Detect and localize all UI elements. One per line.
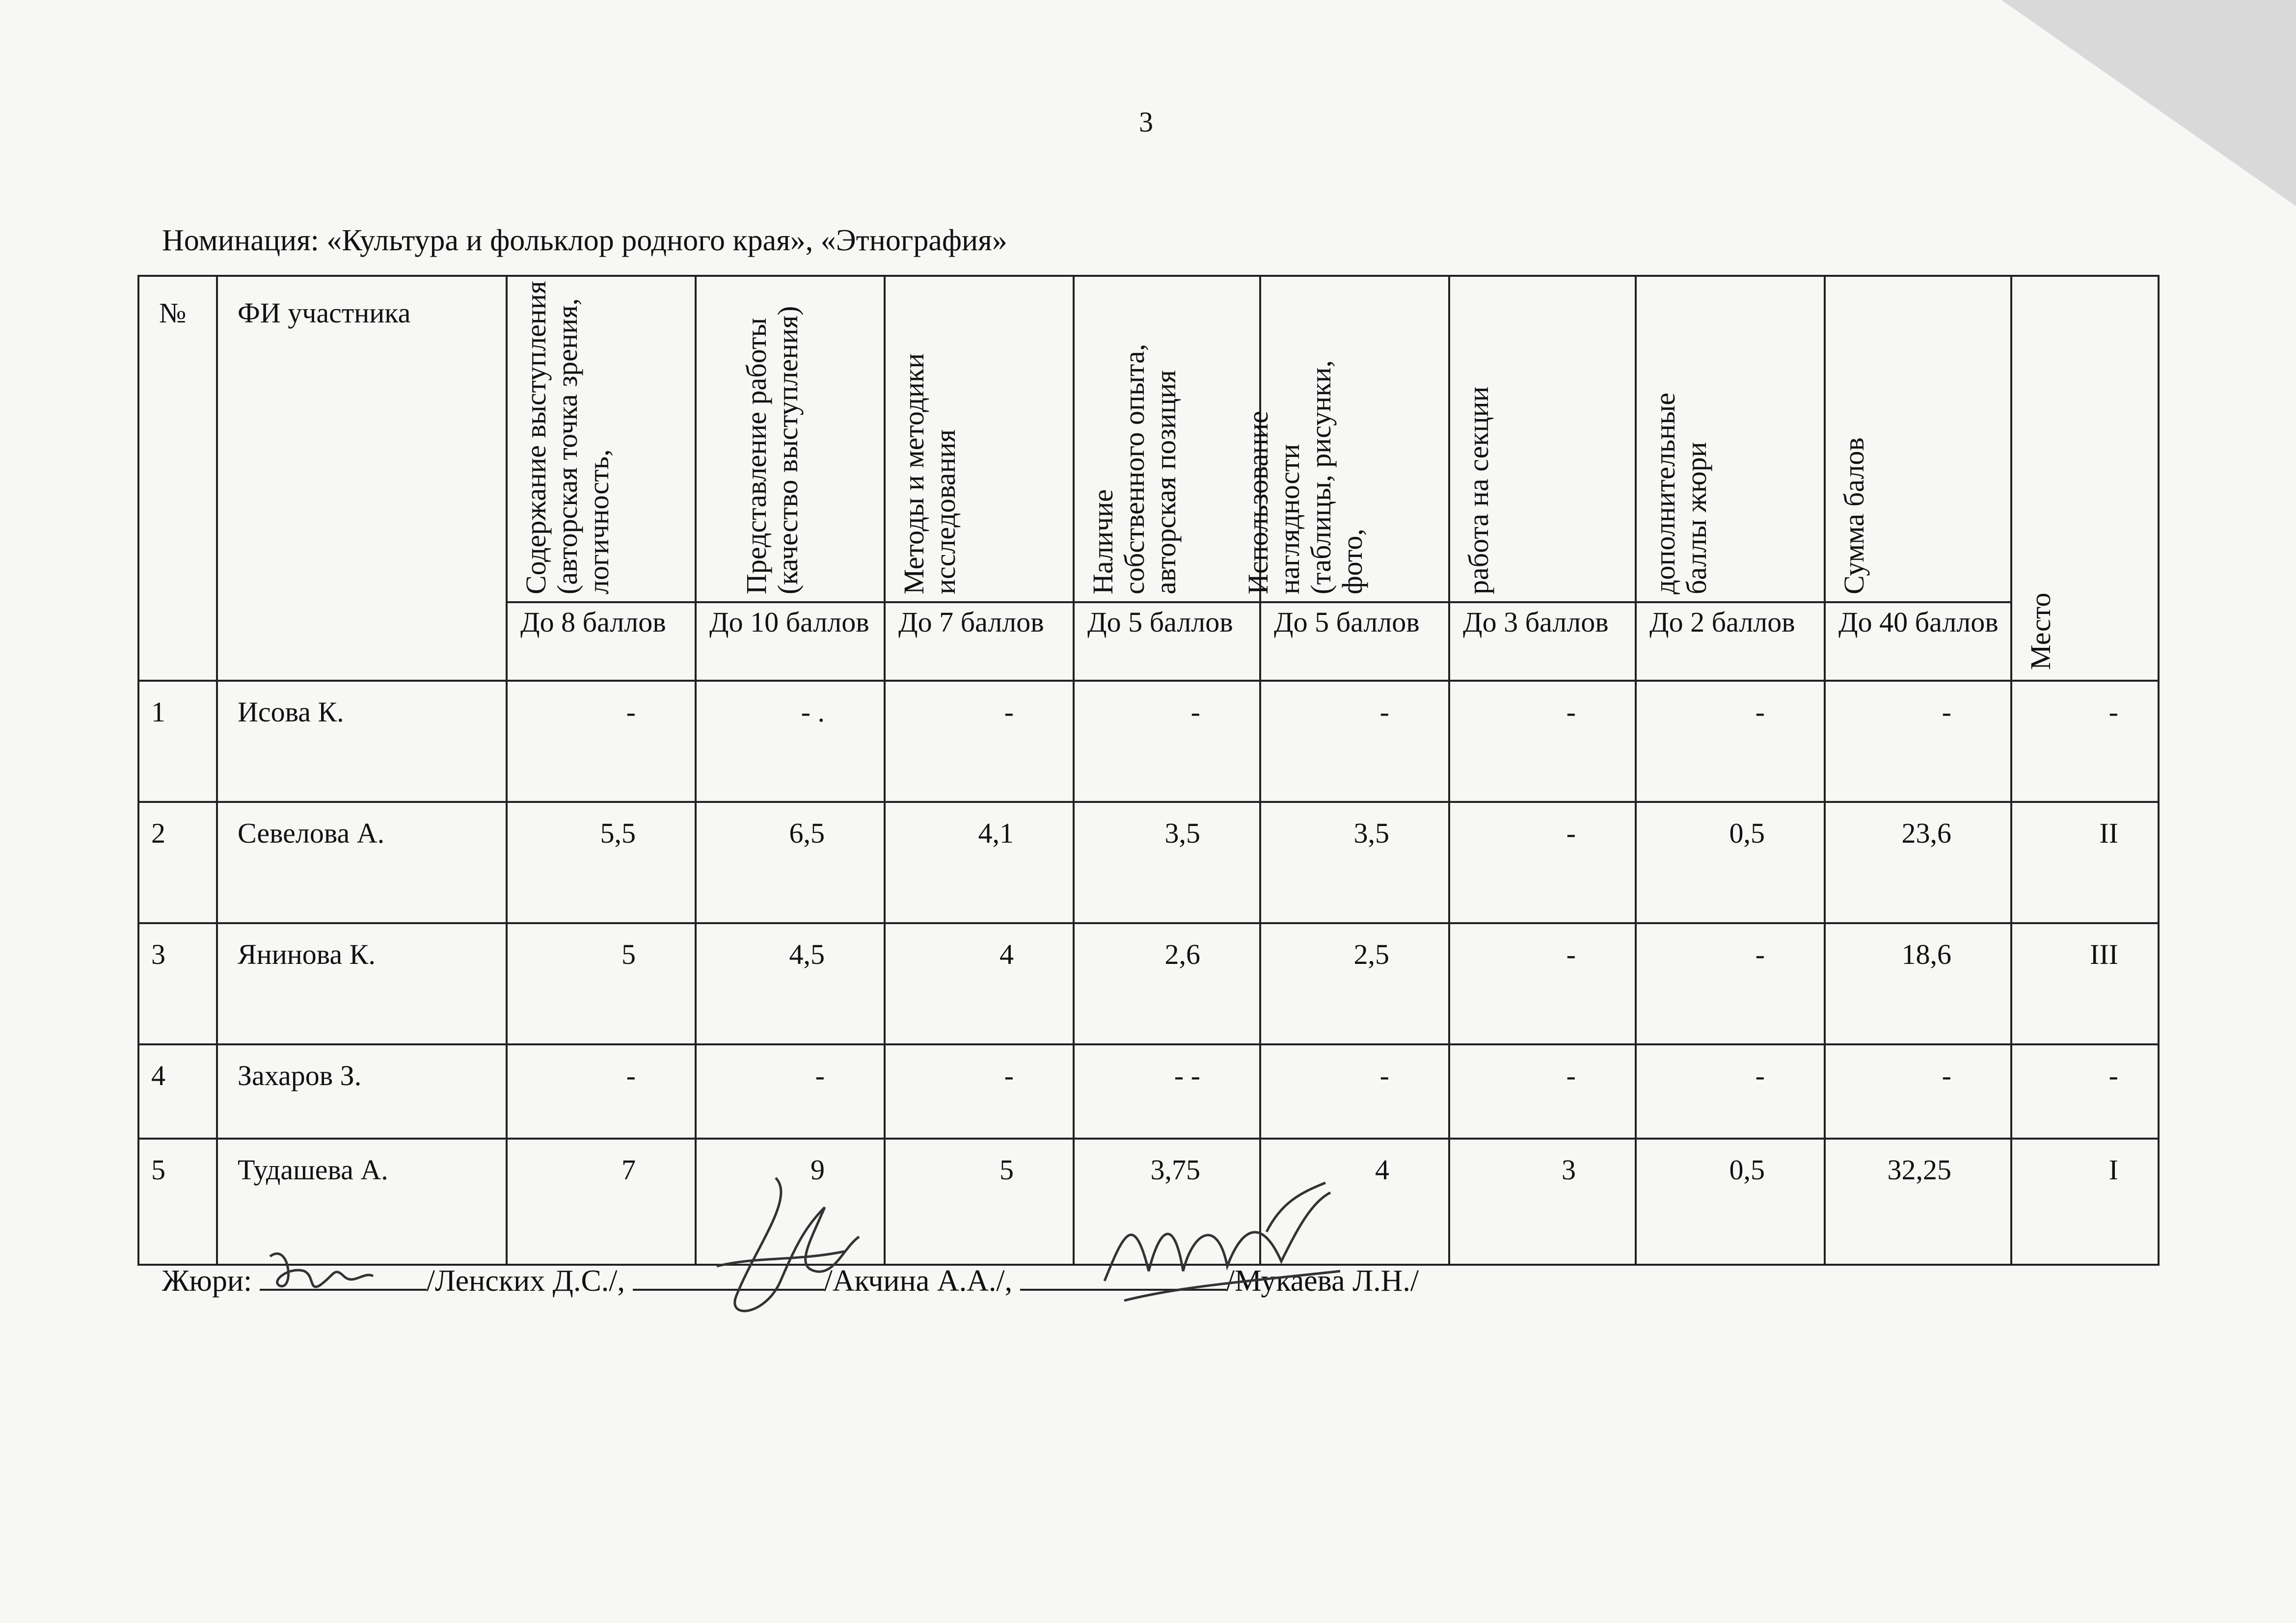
- scan-shadow-corner: [2001, 0, 2296, 206]
- table-row: [138, 923, 2159, 1044]
- score-cell: - .: [696, 681, 885, 802]
- score-cell: -: [1260, 681, 1449, 802]
- score-cell: 4,1: [885, 802, 1074, 923]
- score-cell: 2,5: [1260, 923, 1449, 1044]
- score-cell: -: [1260, 1044, 1449, 1139]
- participant-name: Янинова К.: [217, 923, 507, 1044]
- header-criterion-presentation: Представление работы (качество выступления): [696, 276, 885, 602]
- header-criterion-jury-bonus: дополнительные баллы жюри: [1636, 276, 1825, 602]
- jury-label: Жюри:: [162, 1264, 252, 1298]
- score-cell: 0,5: [1636, 1139, 1825, 1265]
- score-cell: -: [1636, 923, 1825, 1044]
- participant-name: Тудашева А.: [217, 1139, 507, 1265]
- header-place: Место: [2011, 276, 2159, 681]
- score-cell: 7: [507, 1139, 696, 1265]
- score-cell: -: [1074, 681, 1260, 802]
- total-cell: 32,25: [1825, 1139, 2011, 1265]
- header-number: №: [138, 276, 217, 681]
- score-cell: 3,75: [1074, 1139, 1260, 1265]
- max-section-work: До 3 баллов: [1449, 602, 1636, 681]
- participant-name: Севелова А.: [217, 802, 507, 923]
- max-total: До 40 баллов: [1825, 602, 2011, 681]
- page-number: 3: [1139, 106, 1153, 138]
- signature-3-icon: [1095, 1173, 1350, 1320]
- score-cell: 4: [1260, 1139, 1449, 1265]
- row-number: 1: [138, 681, 217, 802]
- signature-2-icon: [697, 1168, 874, 1335]
- scores-table: [137, 275, 2160, 1266]
- score-cell: 0,5: [1636, 802, 1825, 923]
- score-cell: -: [1636, 681, 1825, 802]
- jury-member: /Акчина А.А./,: [824, 1264, 1013, 1298]
- score-cell: 2,6: [1074, 923, 1260, 1044]
- jury-member: /Ленских Д.С./,: [426, 1264, 625, 1298]
- score-cell: -: [1636, 1044, 1825, 1139]
- max-jury-bonus: До 2 баллов: [1636, 602, 1825, 681]
- jury-member: /Мукаева Л.Н./: [1226, 1264, 1419, 1298]
- score-cell: -: [507, 1044, 696, 1139]
- score-cell: -: [696, 1044, 885, 1139]
- place-cell: -: [2011, 681, 2159, 802]
- total-cell: 23,6: [1825, 802, 2011, 923]
- score-cell: -: [1449, 1044, 1636, 1139]
- score-cell: 9: [696, 1139, 885, 1265]
- nomination-prefix: Номинация: «Культура и фольклор родного края»,: [162, 224, 821, 257]
- score-cell: 4: [885, 923, 1074, 1044]
- table-row: [138, 1044, 2159, 1139]
- score-cell: 3,5: [1260, 802, 1449, 923]
- max-methods: До 7 баллов: [885, 602, 1074, 681]
- total-cell: -: [1825, 1044, 2011, 1139]
- score-cell: 6,5: [696, 802, 885, 923]
- score-cell: -: [885, 1044, 1074, 1139]
- table-row: [138, 681, 2159, 802]
- header-criterion-total: Сумма балов: [1825, 276, 2011, 602]
- header-participant-name: ФИ участника: [217, 276, 507, 681]
- score-cell: -: [1449, 681, 1636, 802]
- place-cell: II: [2011, 802, 2159, 923]
- score-cell: 5,5: [507, 802, 696, 923]
- place-cell: -: [2011, 1044, 2159, 1139]
- signature-1-icon: [260, 1237, 398, 1301]
- table-header-row: [138, 276, 2159, 602]
- score-cell: -: [1449, 923, 1636, 1044]
- score-cell: -: [885, 681, 1074, 802]
- max-visuals: До 5 баллов: [1260, 602, 1449, 681]
- score-cell: 5: [885, 1139, 1074, 1265]
- total-cell: 18,6: [1825, 923, 2011, 1044]
- header-criterion-methods: Методы и методики исследования: [885, 276, 1074, 602]
- score-cell: -: [1449, 802, 1636, 923]
- total-cell: -: [1825, 681, 2011, 802]
- score-cell: 3: [1449, 1139, 1636, 1265]
- participant-name: Исова К.: [217, 681, 507, 802]
- row-number: 4: [138, 1044, 217, 1139]
- max-experience: До 5 баллов: [1074, 602, 1260, 681]
- header-criterion-content: Содержание выступления (авторская точка зрения, логичность,: [507, 276, 696, 602]
- row-number: 2: [138, 802, 217, 923]
- score-cell: -: [507, 681, 696, 802]
- nomination-emphasis: «Этнография»: [820, 224, 1007, 257]
- header-criterion-visuals: Использование наглядности (таблицы, рисунки, фото,: [1260, 276, 1449, 602]
- row-number: 5: [138, 1139, 217, 1265]
- place-cell: III: [2011, 923, 2159, 1044]
- header-criterion-experience: Наличие собственного опыта, авторская позиция: [1074, 276, 1260, 602]
- header-criterion-section-work: работа на секции: [1449, 276, 1636, 602]
- max-presentation: До 10 баллов: [696, 602, 885, 681]
- participant-name: Захаров З.: [217, 1044, 507, 1139]
- score-cell: - -: [1074, 1044, 1260, 1139]
- table-row: [138, 802, 2159, 923]
- nomination-title: [162, 223, 1007, 258]
- score-cell: 3,5: [1074, 802, 1260, 923]
- score-cell: 5: [507, 923, 696, 1044]
- score-cell: 4,5: [696, 923, 885, 1044]
- row-number: 3: [138, 923, 217, 1044]
- place-cell: I: [2011, 1139, 2159, 1265]
- max-content: До 8 баллов: [507, 602, 696, 681]
